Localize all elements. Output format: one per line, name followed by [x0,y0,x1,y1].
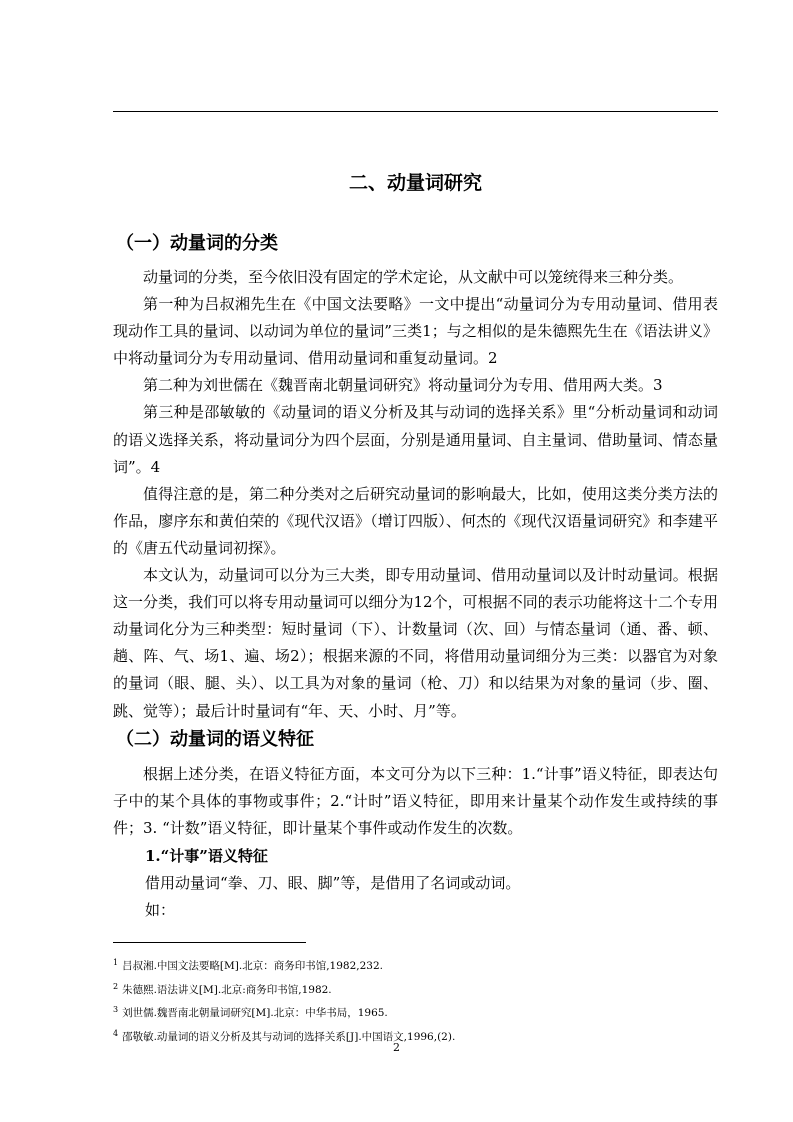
footnote [113,977,718,1001]
footnote-number: 3 [113,1005,119,1014]
footnote-text: 朱德熙.语法讲义[M].北京:商务印书馆,1982. [122,983,332,996]
footnote [113,1000,718,1024]
footnote-text: 吕叔湘.中国文法要略[M].北京：商务印书馆,1982,232. [122,960,383,972]
footnote-number: 4 [113,1028,119,1038]
paragraph: 动量词的分类，至今依旧没有固定的学术定论，从文献中可以笼统得来三种分类。 [143,268,684,286]
paragraph: 第二种为刘世儒在《魏晋南北朝量词研究》将动量词分为专用、借用两大类。3 [143,376,663,395]
footnote-text: 邵敬敏.动量词的语义分析及其与动词的选择关系[J].中国语文,1996,(2). [122,1030,456,1043]
paragraph: 本文认为，动量词可以分为三大类，即专用动量词、借用动量词以及计时动量词。根据这一分类，我们可以将专用动量词可以细分为12个，可根据不同的表示功能将这十二个专用动量词化分为三种类型：短时量词（下）、计数量词（次、回）与情态量词（通、番、顿、趟、阵、气、场1、遍、场2）；根据来源的不同，将借用动量词细分为三类：以器官为对象的量词（眼、腿、头）、以工具为对象的量词（枪、刀）和以结果为对象的量词（步、圈、跳、觉等）；最后计时量词有“年、天、小时、月”等。 [113,566,718,720]
footnote-text: 刘世儒.魏晋南北朝量词研究[M].北京：中华书局，1965. [122,1007,388,1019]
section-title: 二、动量词研究 [348,172,482,194]
subsection-heading-semantics: （二）动量词的语义特征 [116,729,314,750]
footnote-number: 2 [113,981,119,991]
paragraph: 借用动量词“拳、刀、眼、脚”等，是借用了名词或动词。 [145,874,521,892]
footnotes [113,953,718,1047]
subsection-heading-classification: （一）动量词的分类 [116,233,278,254]
classification-body [113,264,718,725]
semantic-feature-heading: 1.“计事”语义特征 [145,847,268,865]
semantics-body [113,761,718,842]
footnote-rule [113,942,306,943]
footnote [113,953,718,977]
paragraph: 如： [145,901,176,919]
page-number: 2 [393,1041,400,1054]
paragraph: 第三种是邵敏敏的《动量词的语义分析及其与动词的选择关系》里“分析动量词和动词的语义选择关系，将动量词分为四个层面，分别是通用量词、自主量词、借助量词、情态量词”。4 [113,403,718,476]
footnote-number: 1 [113,958,119,967]
paragraph: 第一种为吕叔湘先生在《中国文法要略》一文中提出“动量词分为专用动量词、借用表现动作工具的量词、以动词为单位的量词”三类1；与之相似的是朱德熙先生在《语法讲义》中将动量词分为专用动量词、借用动量词和重复动量词。2 [113,295,718,368]
header-rule [113,111,718,112]
paragraph: 根据上述分类，在语义特征方面，本文可分为以下三种：1.“计事”语义特征，即表达句子中的某个具体的事物或事件；2.“计时”语义特征，即用来计量某个动作发生或持续的事件；3. “计数”语义特征，即计量某个事件或动作发生的次数。 [113,765,718,838]
paragraph: 值得注意的是，第二种分类对之后研究动量词的影响最大，比如，使用这类分类方法的作品，廖序东和黄伯荣的《现代汉语》（增订四版）、何杰的《现代汉语量词研究》和李建平的《唐五代动量词初探》。 [113,484,718,557]
